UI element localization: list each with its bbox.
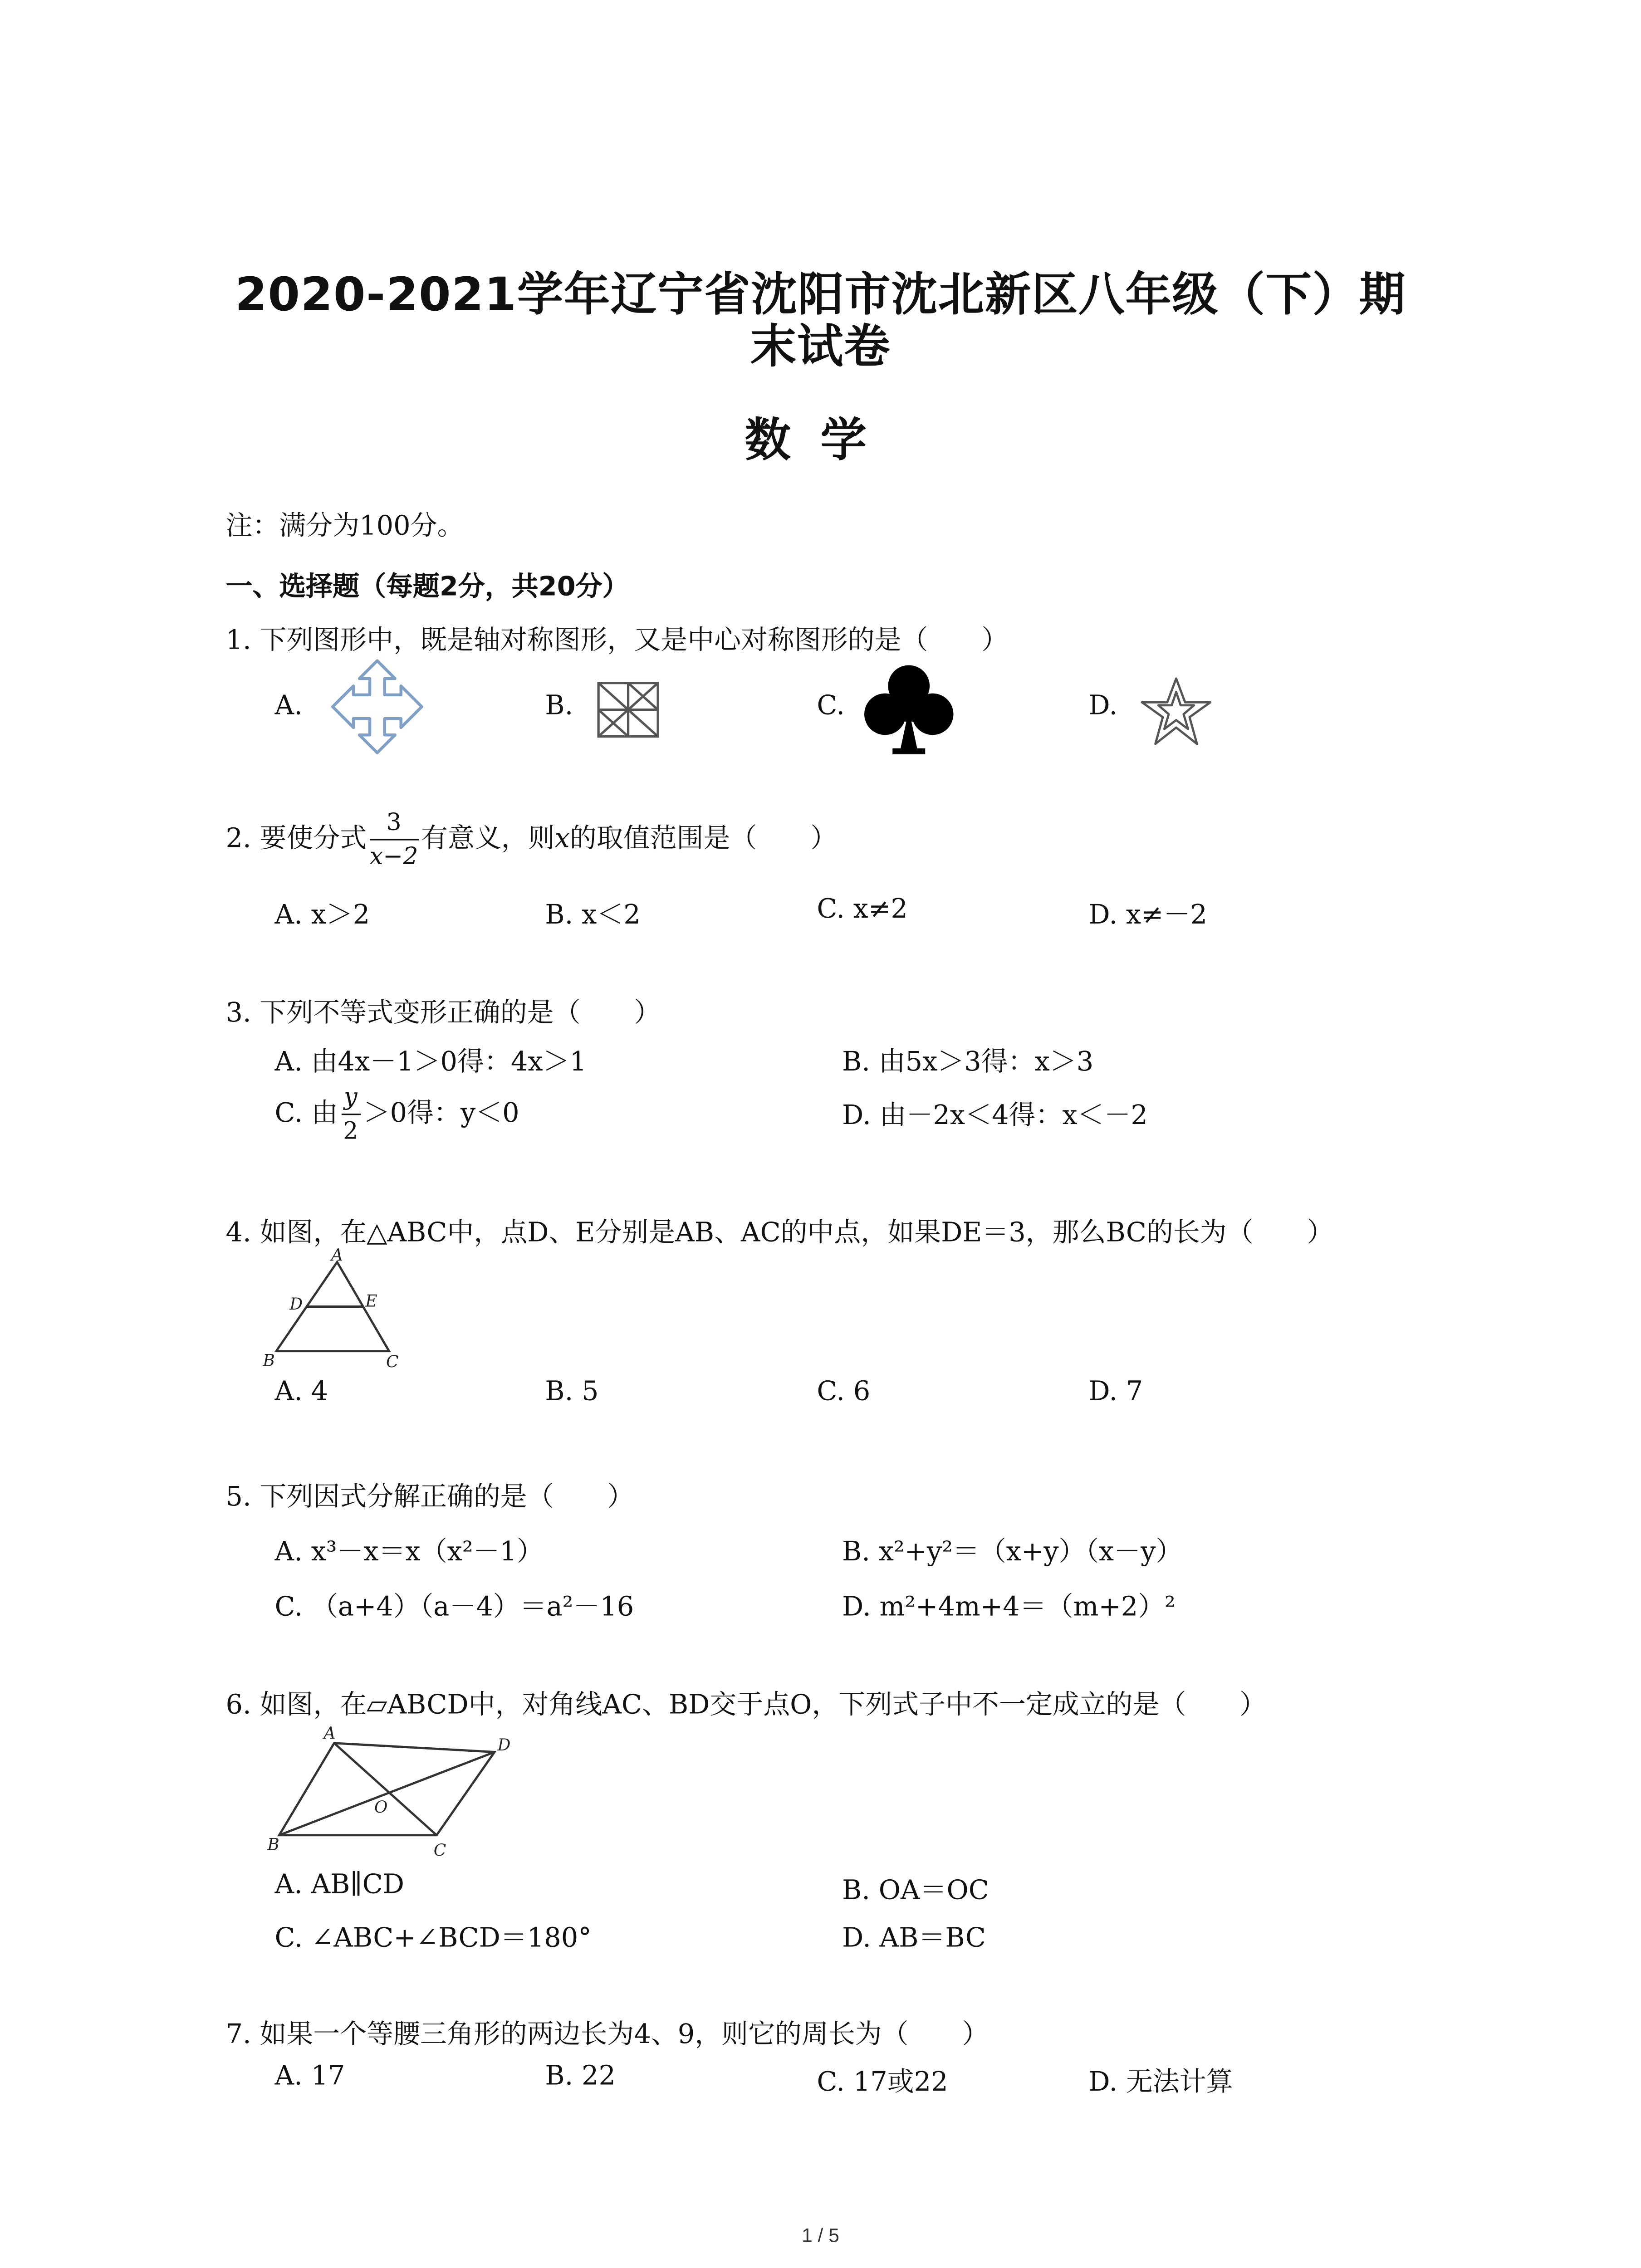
- question-7-option-b: B. 22: [545, 2061, 616, 2092]
- question-2-stem-end: 的取值范围是（ ）: [569, 823, 838, 855]
- question-6-option-a: A. AB∥CD: [274, 1869, 404, 1901]
- option-c-fraction: [341, 1082, 360, 1145]
- page-number: 1 / 5: [802, 2224, 839, 2247]
- question-3-option-d: D. 由－2x＜4得：x＜－2: [842, 1100, 1148, 1132]
- question-4-option-c: C. 6: [817, 1376, 871, 1408]
- question-5-option-d: D. m²+4m+4＝（m+2）²: [842, 1591, 1176, 1623]
- question-2-variable: x: [554, 823, 570, 855]
- label-a: A: [323, 1724, 336, 1743]
- label-a: A: [331, 1246, 343, 1265]
- question-6-stem: 6. 如图，在▱ABCD中，对角线AC、BD交于点O，下列式子中不一定成立的是（ ）: [225, 1690, 1267, 1721]
- question-1-stem: 1. 下列图形中，既是轴对称图形，又是中心对称图形的是（ ）: [225, 625, 1009, 656]
- question-6-option-d: D. AB＝BC: [842, 1922, 986, 1954]
- question-3-option-b: B. 由5x＞3得：x＞3: [842, 1046, 1094, 1078]
- question-3-option-c: [274, 1082, 519, 1145]
- question-1-option-a: A.: [274, 690, 303, 722]
- question-1-option-b: B.: [545, 690, 573, 722]
- triangle-abc-figure: [261, 1247, 410, 1372]
- question-5-option-a: A. x³－x＝x（x²－1）: [274, 1536, 544, 1568]
- question-6-option-c: C. ∠ABC+∠BCD＝180°: [274, 1922, 592, 1954]
- label-d: D: [497, 1736, 511, 1755]
- label-e: E: [365, 1292, 377, 1311]
- arrows-cross-icon: [324, 658, 431, 756]
- club-suit-icon: [863, 662, 955, 757]
- label-b: B: [267, 1835, 279, 1854]
- question-3-option-a: A. 由4x－1＞0得：4x＞1: [274, 1046, 587, 1078]
- question-4-stem: 4. 如图，在△ABC中，点D、E分别是AB、AC的中点，如果DE＝3，那么BC的长为（ ）: [225, 1217, 1334, 1249]
- exam-title-line2: 末试卷: [750, 321, 891, 374]
- section-title: 一、选择题（每题2分，共20分）: [225, 572, 629, 603]
- question-2-fraction: [369, 807, 418, 870]
- fraction-denominator: x−2: [369, 841, 418, 870]
- question-7-option-a: A. 17: [274, 2061, 345, 2092]
- label-o: O: [374, 1798, 388, 1817]
- question-2-option-c: C. x≠2: [817, 894, 908, 925]
- label-b: B: [263, 1351, 275, 1370]
- question-4-option-a: A. 4: [274, 1376, 328, 1408]
- question-2-stem-pre: 2. 要使分式: [225, 823, 367, 855]
- label-d: D: [289, 1295, 303, 1314]
- question-4-option-d: D. 7: [1088, 1376, 1143, 1408]
- question-6-option-b: B. OA＝OC: [842, 1875, 989, 1906]
- label-c: C: [386, 1353, 399, 1372]
- parallelogram-abcd-figure: [267, 1719, 523, 1862]
- option-c-pre: C. 由: [274, 1098, 338, 1129]
- fraction-denominator: 2: [343, 1116, 358, 1145]
- option-c-post: ＞0得：y＜0: [363, 1098, 519, 1129]
- pinwheel-icon: [596, 680, 661, 739]
- score-note: 注：满分为100分。: [225, 511, 464, 542]
- question-2-option-d: D. x≠－2: [1088, 899, 1207, 931]
- question-2-option-a: A. x＞2: [274, 899, 370, 931]
- question-2-stem: [225, 807, 838, 870]
- label-c: C: [433, 1841, 446, 1860]
- nested-star-icon: [1137, 675, 1215, 750]
- question-1-option-d: D.: [1088, 690, 1118, 722]
- subject-title: 数学: [745, 414, 896, 468]
- question-5-option-c: C. （a+4）（a－4）＝a²－16: [274, 1591, 634, 1623]
- question-2-option-b: B. x＜2: [545, 899, 641, 931]
- question-2-stem-mid: 有意义，则: [421, 823, 555, 855]
- question-4-option-b: B. 5: [545, 1376, 599, 1408]
- question-7-option-c: C. 17或22: [817, 2067, 948, 2098]
- question-7-stem: 7. 如果一个等腰三角形的两边长为4、9，则它的周长为（ ）: [225, 2019, 989, 2051]
- question-1-option-c: C.: [817, 690, 845, 722]
- question-5-stem: 5. 下列因式分解正确的是（ ）: [225, 1481, 634, 1513]
- exam-title-line1: 2020-2021学年辽宁省沈阳市沈北新区八年级（下）期: [235, 269, 1406, 323]
- question-5-option-b: B. x²+y²＝（x+y）（x－y）: [842, 1536, 1183, 1568]
- question-3-stem: 3. 下列不等式变形正确的是（ ）: [225, 997, 661, 1029]
- fraction-numerator: 3: [370, 811, 418, 840]
- question-7-option-d: D. 无法计算: [1088, 2067, 1233, 2098]
- fraction-numerator: y: [341, 1085, 360, 1115]
